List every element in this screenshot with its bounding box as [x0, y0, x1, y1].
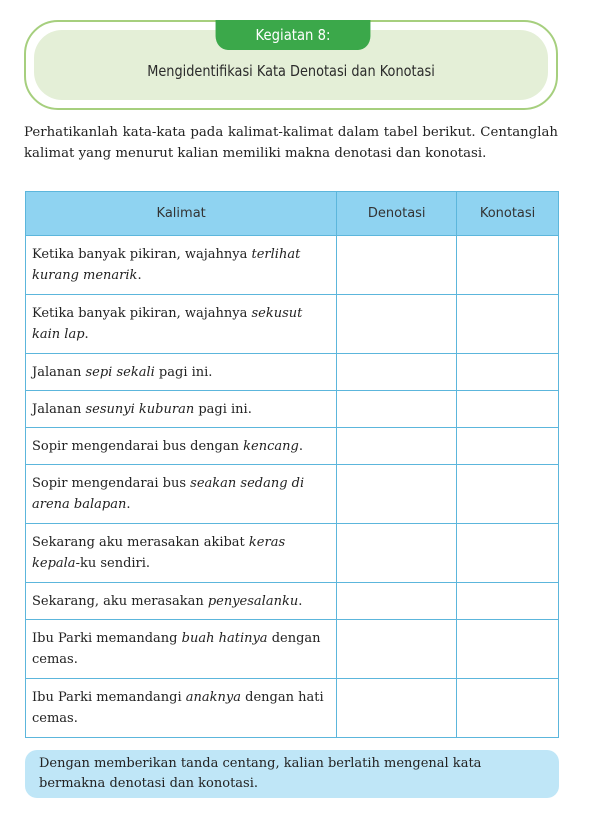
- konotasi-checkbox-cell[interactable]: [457, 465, 559, 524]
- sentence-cell: Ibu Parki memandangi anaknya dengan hati cemas.: [26, 679, 337, 738]
- table-row: [26, 391, 559, 428]
- denotasi-checkbox-cell[interactable]: [337, 354, 457, 391]
- intro-paragraph: Perhatikanlah kata-kata pada kalimat-kalimat dalam tabel berikut. Centanglah kalimat yang menurut kalian memiliki makna denotasi dan konotasi.: [24, 125, 558, 161]
- summary-note: Dengan memberikan tanda centang, kalian berlatih mengenal kata bermakna denotasi dan konotasi.: [25, 750, 559, 798]
- sentence-cell: Sopir mengendarai bus dengan kencang.: [26, 428, 337, 465]
- table-row: [26, 465, 559, 524]
- table-row: [26, 428, 559, 465]
- denotasi-checkbox-cell[interactable]: [337, 236, 457, 295]
- denotasi-checkbox-cell[interactable]: [337, 583, 457, 620]
- sentence-cell: Sekarang aku merasakan akibat keras kepala-ku sendiri.: [26, 524, 337, 583]
- konotasi-checkbox-cell[interactable]: [457, 620, 559, 679]
- identification-table: [25, 191, 559, 738]
- konotasi-checkbox-cell[interactable]: [457, 679, 559, 738]
- sentence-cell: Sopir mengendarai bus seakan sedang di arena balapan.: [26, 465, 337, 524]
- denotasi-checkbox-cell[interactable]: [337, 679, 457, 738]
- table-row: [26, 354, 559, 391]
- denotasi-checkbox-cell[interactable]: [337, 465, 457, 524]
- activity-title: Mengidentifikasi Kata Denotasi dan Konotasi: [147, 62, 435, 80]
- sentence-cell: Jalanan sesunyi kuburan pagi ini.: [26, 391, 337, 428]
- table-row: [26, 583, 559, 620]
- sentence-cell: Jalanan sepi sekali pagi ini.: [26, 354, 337, 391]
- header-konotasi: Konotasi: [457, 192, 559, 236]
- sentence-cell: Sekarang, aku merasakan penyesalanku.: [26, 583, 337, 620]
- sentence-cell: Ketika banyak pikiran, wajahnya sekusut kain lap.: [26, 295, 337, 354]
- konotasi-checkbox-cell[interactable]: [457, 354, 559, 391]
- denotasi-checkbox-cell[interactable]: [337, 391, 457, 428]
- table-row: [26, 236, 559, 295]
- denotasi-checkbox-cell[interactable]: [337, 524, 457, 583]
- activity-label: Kegiatan 8:: [216, 20, 371, 50]
- denotasi-checkbox-cell[interactable]: [337, 428, 457, 465]
- konotasi-checkbox-cell[interactable]: [457, 391, 559, 428]
- konotasi-checkbox-cell[interactable]: [457, 236, 559, 295]
- table-row: [26, 295, 559, 354]
- sentence-cell: Ibu Parki memandang buah hatinya dengan cemas.: [26, 620, 337, 679]
- table-row: [26, 620, 559, 679]
- konotasi-checkbox-cell[interactable]: [457, 428, 559, 465]
- header-kalimat: Kalimat: [26, 192, 337, 236]
- konotasi-checkbox-cell[interactable]: [457, 295, 559, 354]
- sentence-cell: Ketika banyak pikiran, wajahnya terlihat kurang menarik.: [26, 236, 337, 295]
- konotasi-checkbox-cell[interactable]: [457, 583, 559, 620]
- table-header-row: [26, 192, 559, 236]
- denotasi-checkbox-cell[interactable]: [337, 295, 457, 354]
- konotasi-checkbox-cell[interactable]: [457, 524, 559, 583]
- header-denotasi: Denotasi: [337, 192, 457, 236]
- table-row: [26, 524, 559, 583]
- denotasi-checkbox-cell[interactable]: [337, 620, 457, 679]
- table-row: [26, 679, 559, 738]
